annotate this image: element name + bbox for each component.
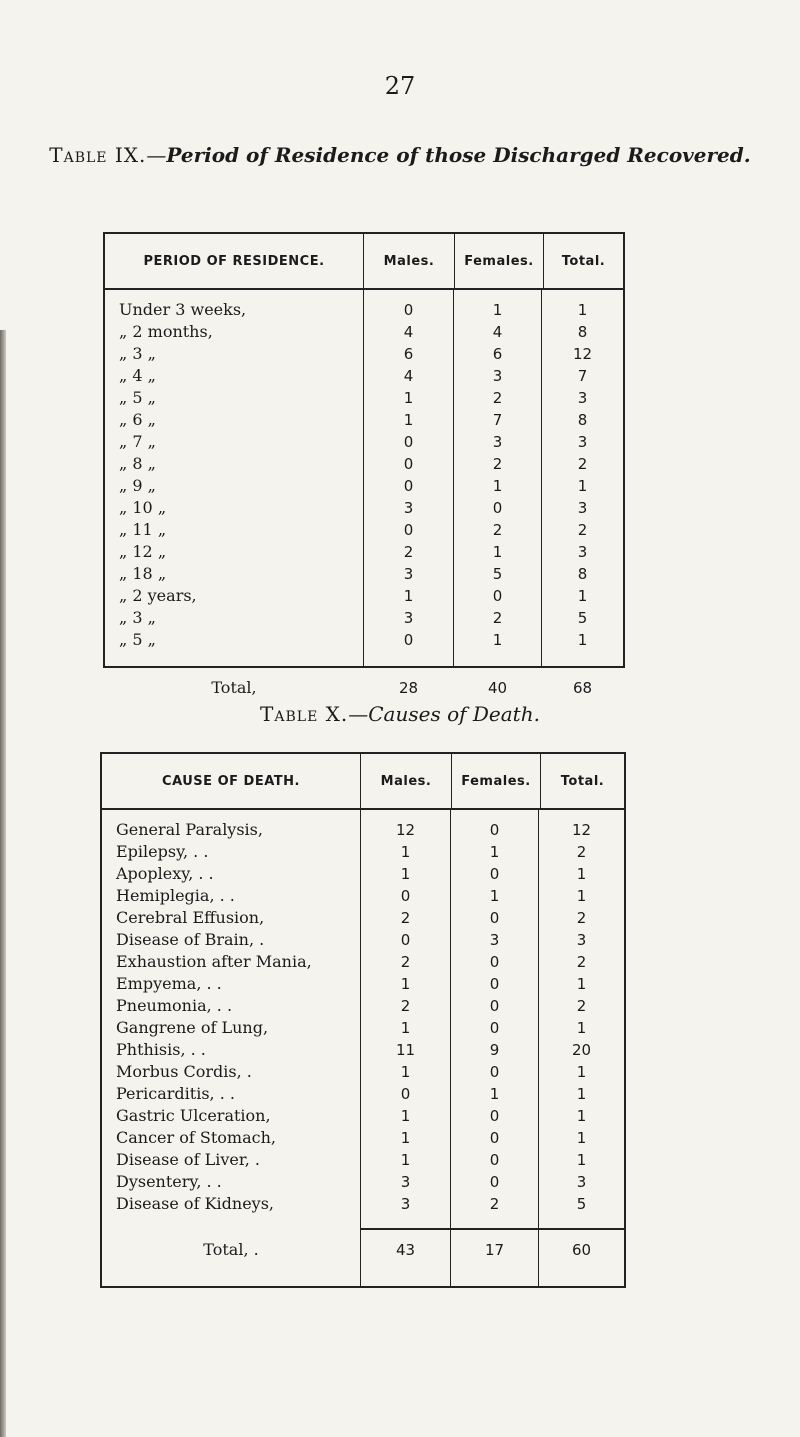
table9-total-males: 28 <box>398 679 419 697</box>
table10-row-males: 12 <box>395 821 416 839</box>
table10-row-females: 0 <box>489 1107 500 1125</box>
table10-row-label: Exhaustion after Mania, <box>116 952 312 971</box>
table9-header-females: Females. <box>454 234 543 288</box>
table10-row-males: 0 <box>400 1085 411 1103</box>
table9-title: Period of Residence of those Discharged Recovered. <box>166 143 751 167</box>
table9-row-females: 7 <box>492 411 503 429</box>
table10-row-total: 20 <box>571 1041 592 1059</box>
table9-row-males: 1 <box>403 389 414 407</box>
table10-total-females: 17 <box>484 1241 505 1259</box>
table9-row-females: 3 <box>492 433 503 451</box>
table9-row-females: 2 <box>492 609 503 627</box>
table10-row-females: 1 <box>489 843 500 861</box>
table9-row-total: 1 <box>577 587 588 605</box>
table10-row-males: 1 <box>400 1063 411 1081</box>
table10-row-males: 0 <box>400 931 411 949</box>
table9-row-total: 3 <box>577 499 588 517</box>
table9-row-females: 3 <box>492 367 503 385</box>
table9-row-total: 1 <box>577 631 588 649</box>
table10-row-total: 2 <box>576 997 587 1015</box>
table9-row-females: 2 <box>492 389 503 407</box>
table9-row-total: 8 <box>577 565 588 583</box>
table10-total-males: 43 <box>395 1241 416 1259</box>
table9-males-column <box>363 290 453 697</box>
table10-row-males: 1 <box>400 1107 411 1125</box>
table9-header <box>105 234 623 290</box>
table9-row-total: 2 <box>577 455 588 473</box>
table9-total-row <box>105 677 623 699</box>
table10-row-females: 0 <box>489 1019 500 1037</box>
table10-row-total: 2 <box>576 909 587 927</box>
table10-row-label: General Paralysis, <box>116 820 263 839</box>
table9-header-total: Total. <box>543 234 623 288</box>
table9-period-column <box>105 290 363 697</box>
table10-row-females: 0 <box>489 1129 500 1147</box>
table10-header-males: Males. <box>360 754 451 808</box>
table9-row-males: 0 <box>403 521 414 539</box>
table10-row-males: 1 <box>400 1019 411 1037</box>
table9-row-females: 1 <box>492 477 503 495</box>
table9-row-males: 3 <box>403 565 414 583</box>
table9-row-males: 0 <box>403 433 414 451</box>
table9-row-males: 1 <box>403 587 414 605</box>
table9-row-females: 2 <box>492 521 503 539</box>
table10-row-females: 0 <box>489 997 500 1015</box>
table10-row-total: 1 <box>576 1151 587 1169</box>
table9-row-females: 6 <box>492 345 503 363</box>
table9-row-total: 2 <box>577 521 588 539</box>
table9-row-total: 3 <box>577 543 588 561</box>
table10-females-column <box>450 810 538 1286</box>
table9-row-total: 3 <box>577 433 588 451</box>
table9-total-label: Total, <box>211 678 257 697</box>
table9-header-males: Males. <box>363 234 454 288</box>
table10-row-females: 1 <box>489 887 500 905</box>
table9-row-total: 1 <box>577 477 588 495</box>
table9-header-period: PERIOD OF RESIDENCE. <box>143 253 325 269</box>
table9-row-label: „ 9 „ <box>119 476 156 495</box>
table10-header-females: Females. <box>451 754 540 808</box>
table10-row-females: 0 <box>489 1173 500 1191</box>
table10-row-total: 3 <box>576 1173 587 1191</box>
table9-total-column <box>541 290 623 697</box>
table10-header-total: Total. <box>540 754 624 808</box>
table10-row-total: 1 <box>576 1085 587 1103</box>
table9-total-rule <box>363 666 623 668</box>
table9-row-label: „ 12 „ <box>119 542 167 561</box>
table10-row-label: Cerebral Effusion, <box>116 908 265 927</box>
table9-row-label: „ 3 „ <box>119 608 156 627</box>
table9-row-label: „ 10 „ <box>119 498 167 517</box>
table10-row-label: Morbus Cordis, . <box>116 1062 252 1081</box>
table10-row-label: Dysentery, . . <box>116 1172 222 1191</box>
table10-total-column <box>538 810 624 1286</box>
table10-row-females: 0 <box>489 909 500 927</box>
page-number: 27 <box>384 72 416 100</box>
table9-row-males: 1 <box>403 411 414 429</box>
table10-row-label: Hemiplegia, . . <box>116 886 235 905</box>
table10-row-males: 0 <box>400 887 411 905</box>
table10-cause-column <box>102 810 360 1286</box>
table10-dash: — <box>348 702 369 726</box>
table9-row-females: 5 <box>492 565 503 583</box>
table10-row-label: Disease of Liver, . <box>116 1150 260 1169</box>
table9-row-males: 3 <box>403 499 414 517</box>
table10-row-total: 2 <box>576 953 587 971</box>
table9-row-females: 1 <box>492 301 503 319</box>
table9-row-females: 0 <box>492 587 503 605</box>
table9-row-label: „ 8 „ <box>119 454 156 473</box>
table10-row-females: 0 <box>489 1063 500 1081</box>
table10-row-females: 0 <box>489 1151 500 1169</box>
table10-total-rule <box>360 1228 624 1230</box>
table10-row-total: 1 <box>576 1129 587 1147</box>
table10-males-column <box>360 810 450 1286</box>
table10-row-males: 1 <box>400 1151 411 1169</box>
table10-row-males: 2 <box>400 997 411 1015</box>
table9-row-males: 4 <box>403 367 414 385</box>
table9-row-males: 0 <box>403 301 414 319</box>
table9-row-males: 0 <box>403 455 414 473</box>
table10-row-females: 3 <box>489 931 500 949</box>
table10-row-females: 0 <box>489 953 500 971</box>
table9-row-label: „ 5 „ <box>119 388 156 407</box>
table9-row-label: „ 6 „ <box>119 410 156 429</box>
table10-caption <box>0 702 800 726</box>
table9-row-label: „ 5 „ <box>119 630 156 649</box>
table10-row-males: 2 <box>400 909 411 927</box>
table9-row-total: 3 <box>577 389 588 407</box>
table9-row-females: 1 <box>492 631 503 649</box>
table9-row-label: „ 7 „ <box>119 432 156 451</box>
table10-row-label: Cancer of Stomach, <box>116 1128 276 1147</box>
table9-row-males: 0 <box>403 477 414 495</box>
table9-total-sum: 68 <box>572 679 593 697</box>
table9-dash: — <box>146 143 167 167</box>
table9-row-males: 6 <box>403 345 414 363</box>
table10-row-label: Pneumonia, . . <box>116 996 233 1015</box>
table9-row-total: 8 <box>577 323 588 341</box>
table9-row-males: 0 <box>403 631 414 649</box>
table10-row-label: Pericarditis, . . <box>116 1084 235 1103</box>
table10-row-total: 1 <box>576 975 587 993</box>
table9-row-females: 0 <box>492 499 503 517</box>
table10-label: Table X. <box>260 702 349 726</box>
table10-row-label: Disease of Kidneys, <box>116 1194 274 1213</box>
table10-row-males: 3 <box>400 1195 411 1213</box>
table10-row-males: 11 <box>395 1041 416 1059</box>
table9-row-males: 4 <box>403 323 414 341</box>
table10-row-total: 1 <box>576 887 587 905</box>
table10-row-label: Empyema, . . <box>116 974 222 993</box>
table9-row-total: 12 <box>572 345 593 363</box>
table10-row-females: 9 <box>489 1041 500 1059</box>
table10-row-males: 1 <box>400 865 411 883</box>
table10-row-females: 0 <box>489 865 500 883</box>
table10-row-label: Gangrene of Lung, <box>116 1018 269 1037</box>
table10-row-males: 1 <box>400 843 411 861</box>
table9-row-males: 3 <box>403 609 414 627</box>
table10-row-total: 2 <box>576 843 587 861</box>
table10-row-label: Epilepsy, . . <box>116 842 209 861</box>
table9-row-label: „ 2 years, <box>119 586 197 605</box>
table10-row-males: 2 <box>400 953 411 971</box>
table10-row-males: 1 <box>400 1129 411 1147</box>
table10-header-cause: CAUSE OF DEATH. <box>162 773 300 789</box>
table9-label: Table IX. <box>49 143 147 167</box>
table10-body <box>102 810 624 1286</box>
table9-row-label: Under 3 weeks, <box>119 300 247 319</box>
table10-row-males: 3 <box>400 1173 411 1191</box>
table10-row-females: 1 <box>489 1085 500 1103</box>
table10-row-females: 0 <box>489 821 500 839</box>
table9-row-label: „ 4 „ <box>119 366 156 385</box>
table10-row-males: 1 <box>400 975 411 993</box>
table10-row-label: Apoplexy, . . <box>116 864 214 883</box>
table9-females-column <box>453 290 541 697</box>
table10-row-total: 1 <box>576 865 587 883</box>
page-edge-shadow <box>0 330 6 1437</box>
table10-row-label: Phthisis, . . <box>116 1040 206 1059</box>
table10-row-total: 1 <box>576 1019 587 1037</box>
table10-row-total: 5 <box>576 1195 587 1213</box>
table9-row-females: 4 <box>492 323 503 341</box>
table10-row-females: 0 <box>489 975 500 993</box>
table10-total-label: Total, . <box>203 1240 259 1259</box>
table9-row-total: 7 <box>577 367 588 385</box>
table10-row-total: 1 <box>576 1063 587 1081</box>
table10-row-total: 12 <box>571 821 592 839</box>
table10-total-sum: 60 <box>571 1241 592 1259</box>
table10-row-total: 3 <box>576 931 587 949</box>
table9 <box>103 232 625 697</box>
table10-header <box>102 754 624 810</box>
table9-row-label: „ 2 months, <box>119 322 213 341</box>
table10 <box>100 752 626 1288</box>
table9-body <box>105 290 623 697</box>
table9-row-total: 5 <box>577 609 588 627</box>
table9-row-total: 1 <box>577 301 588 319</box>
table9-caption <box>0 143 800 167</box>
table9-row-label: „ 3 „ <box>119 344 156 363</box>
table10-row-total: 1 <box>576 1107 587 1125</box>
table10-title: Causes of Death. <box>368 702 540 726</box>
table9-row-males: 2 <box>403 543 414 561</box>
table10-row-label: Disease of Brain, . <box>116 930 265 949</box>
table9-row-females: 1 <box>492 543 503 561</box>
table9-row-total: 8 <box>577 411 588 429</box>
table9-total-females: 40 <box>487 679 508 697</box>
table9-row-females: 2 <box>492 455 503 473</box>
table9-row-label: „ 18 „ <box>119 564 167 583</box>
table10-row-label: Gastric Ulceration, <box>116 1106 271 1125</box>
table9-row-label: „ 11 „ <box>119 520 167 539</box>
table10-row-females: 2 <box>489 1195 500 1213</box>
